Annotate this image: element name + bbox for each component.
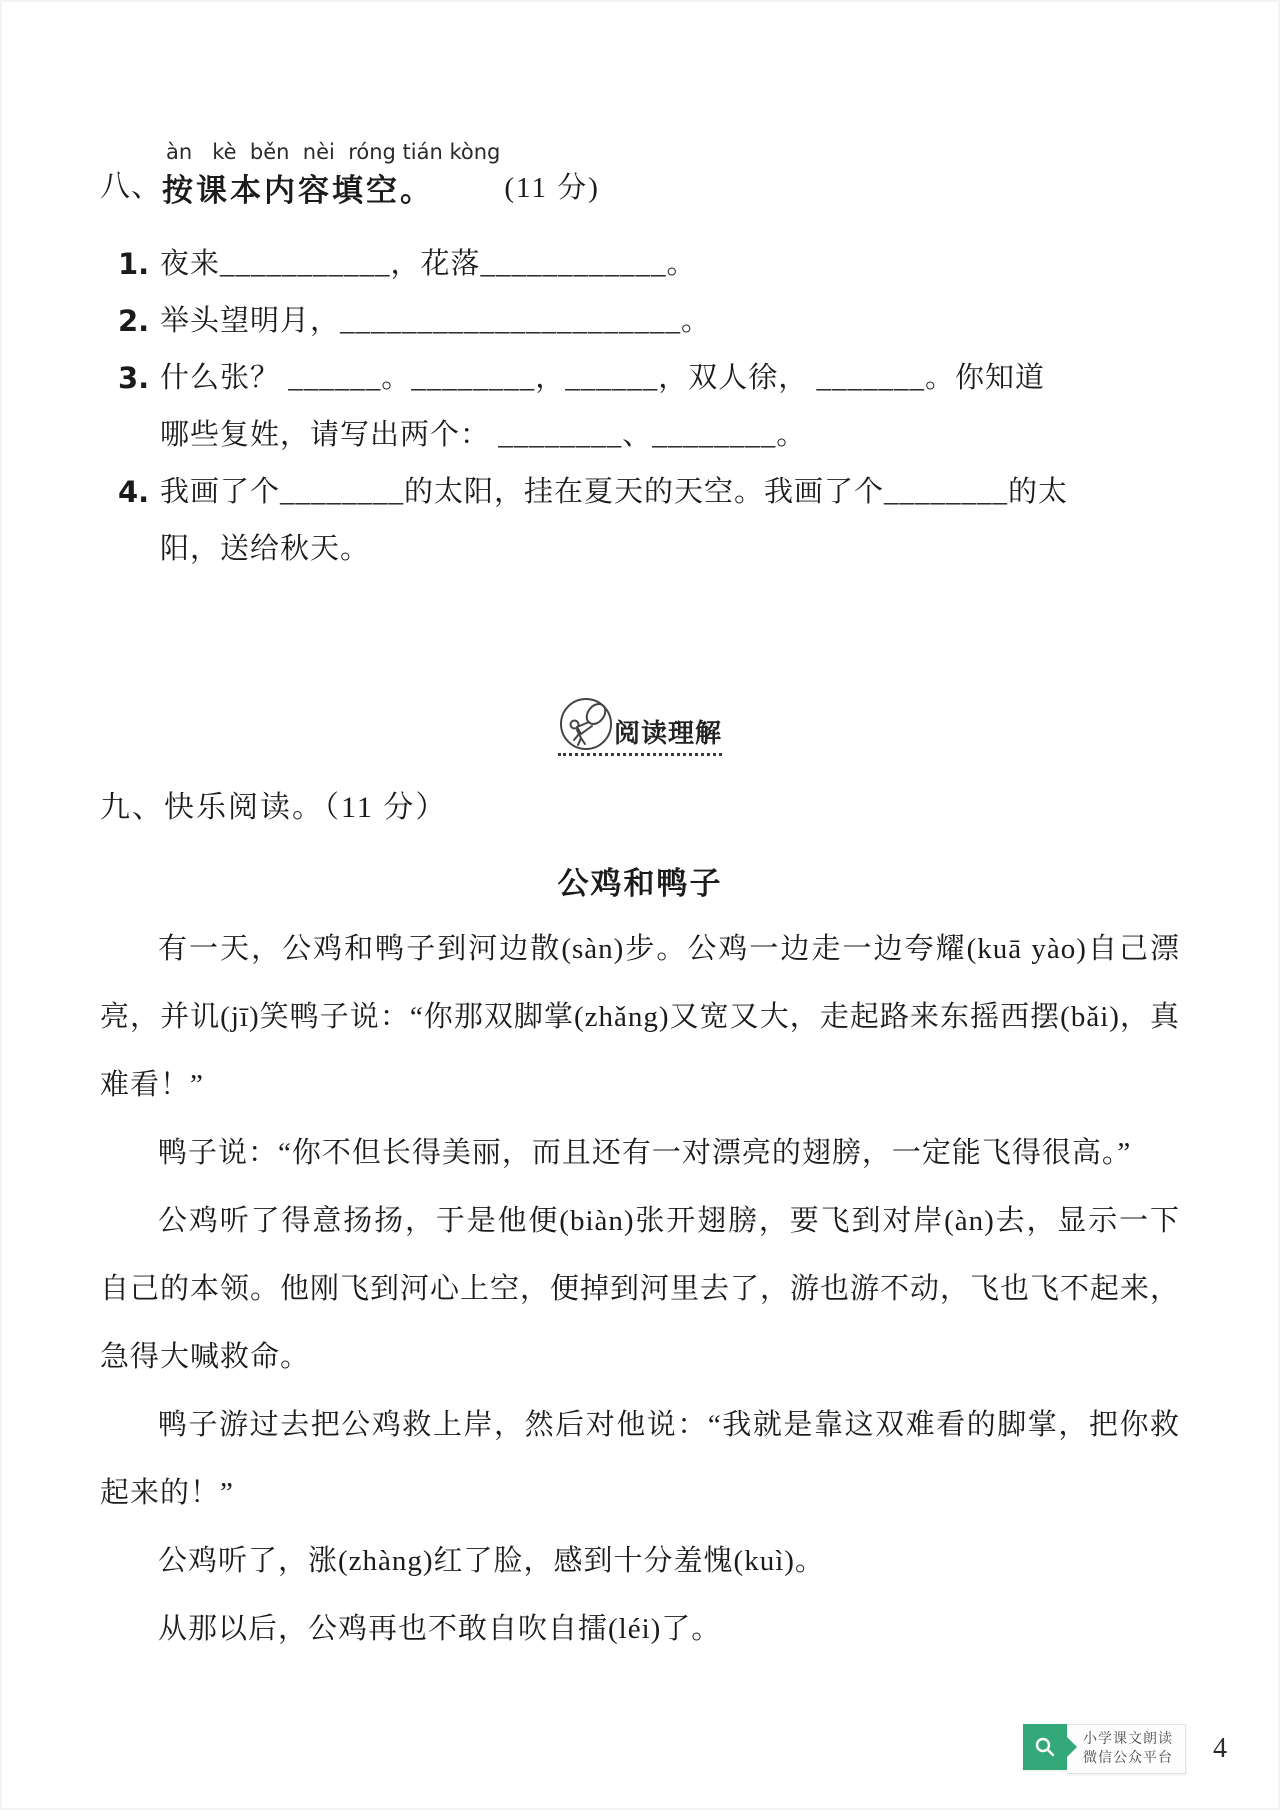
item-number: 1. — [118, 247, 150, 281]
banner-label: 阅读理解 — [613, 719, 722, 749]
story-paragraph: 公鸡听了得意扬扬，于是他便(biàn)张开翅膀，要飞到对岸(àn)去，显示一下自己的本领。他刚飞到河心上空，便掉到河里去了，游也游不动，飞也飞不起来，急得大喊救命。 — [100, 1205, 1181, 1373]
section8-numeral: 八、 — [100, 170, 162, 203]
search-icon — [1023, 1724, 1067, 1770]
item-line: 举头望明月，______________________。 — [160, 305, 712, 337]
story-paragraph: 鸭子说：“你不但长得美丽，而且还有一对漂亮的翅膀，一定能飞得很高。” — [158, 1137, 1132, 1169]
page-footer — [1023, 1724, 1232, 1774]
watermark-text — [1067, 1724, 1186, 1774]
story-paragraph: 鸭子游过去把公鸡救上岸，然后对他说：“我就是靠这双难看的脚掌，把你救起来的！” — [100, 1409, 1180, 1509]
section9-numeral: 九、 — [100, 791, 164, 824]
section9-header — [100, 782, 1180, 826]
fill-item-3 — [100, 350, 1180, 464]
section9-title: 快乐阅读。 — [164, 791, 324, 824]
item-line: 我画了个________的太阳，挂在夏天的天空。我画了个________的太 — [160, 476, 1069, 508]
item-text — [160, 464, 1180, 578]
item-number: 3. — [118, 361, 150, 395]
item-text — [160, 236, 1180, 293]
item-line: 阳，送给秋天。 — [160, 533, 371, 565]
item-text — [160, 293, 1180, 350]
item-line: 哪些复姓，请写出两个： ________、________。 — [160, 419, 807, 451]
page-number: 4 — [1213, 1733, 1227, 1765]
section8-points: (11 分) — [504, 172, 600, 204]
item-number: 2. — [118, 304, 150, 338]
watermark-line1: 小学课文朗读 — [1083, 1731, 1173, 1748]
reading-comprehension-banner — [100, 696, 1180, 756]
section8-pinyin: àn kè běn nèi róng tián kòng — [166, 140, 501, 164]
story-paragraph: 有一天，公鸡和鸭子到河边散(sàn)步。公鸡一边走一边夸耀(kuā yào)自己漂亮，并讥(jī)笑鸭子说：“你那双脚掌(zhǎng)又宽又大，走起路来东摇西摆(bǎi)，真难看！” — [100, 933, 1180, 1101]
banner-group — [558, 696, 722, 756]
item-text — [160, 350, 1180, 464]
item-number: 4. — [118, 475, 150, 509]
section8-title-block — [162, 140, 500, 210]
fill-item-1 — [100, 236, 1180, 293]
section8-title: 按课本内容填空。 — [162, 173, 434, 209]
fill-item-4 — [100, 464, 1180, 578]
item-line: 夜来___________，花落____________。 — [160, 248, 697, 280]
section9-points: （11 分） — [324, 791, 448, 824]
story-paragraph: 从那以后，公鸡再也不敢自吹自擂(léi)了。 — [158, 1613, 722, 1645]
story-title: 公鸡和鸭子 — [557, 866, 723, 902]
fill-item-2 — [100, 293, 1180, 350]
story-body — [100, 915, 1180, 1663]
wechat-watermark-badge — [1023, 1724, 1186, 1774]
fill-items — [100, 236, 1180, 578]
item-line: 什么张？ ______。________，______，双人徐， _______。你知道 — [160, 362, 1046, 394]
watermark-line2: 微信公众平台 — [1083, 1750, 1173, 1767]
story-paragraph: 公鸡听了，涨(zhàng)红了脸，感到十分羞愧(kuì)。 — [158, 1545, 825, 1577]
section8-header — [100, 140, 1180, 210]
megaphone-person-icon — [558, 696, 614, 757]
